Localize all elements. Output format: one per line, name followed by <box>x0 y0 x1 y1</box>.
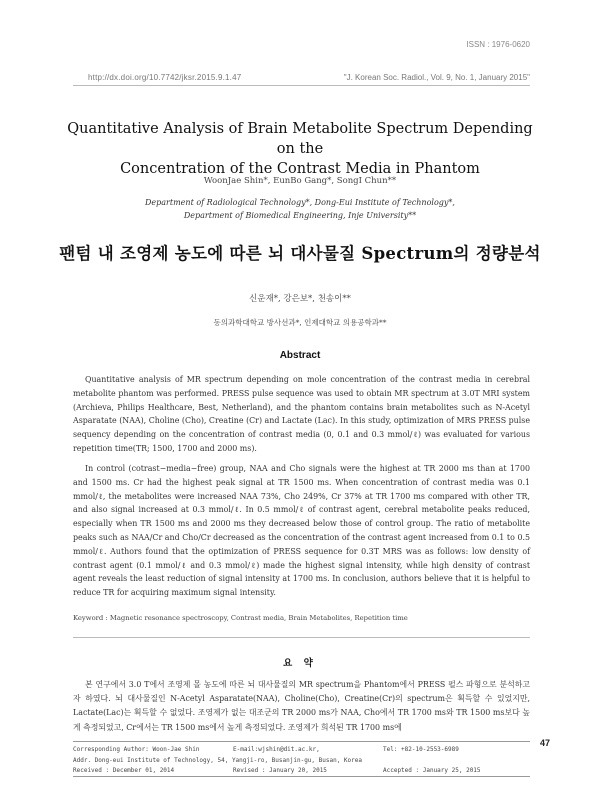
abstract-heading: Abstract <box>279 350 321 361</box>
correspondence-row <box>73 745 530 756</box>
english-affiliations <box>60 196 540 222</box>
accepted-date: Accepted : January 25, 2015 <box>383 767 481 774</box>
korean-title: 팬텀 내 조영제 농도에 따른 뇌 대사물질 Spectrum의 정량분석 <box>59 244 541 263</box>
author-address: Addr. Dong-eui Institute of Technology, 54, Yangji-ro, Busanjin-gu, Busan, Korea <box>73 756 362 764</box>
english-authors: WoonJae Shin*, EunBo Gang*, SongI Chun** <box>203 176 397 186</box>
address-row <box>73 756 530 767</box>
korean-authors: 신운재*, 강은보*, 천송이** <box>249 294 351 304</box>
english-title-line-1: Quantitative Analysis of Brain Metabolite Spectrum Depending on the <box>67 121 533 157</box>
journal-citation: "J. Korean Soc. Radiol., Vol. 9, No. 1, January 2015" <box>343 73 530 82</box>
affiliation-line-2: Department of Biomedical Engineering, Inje University** <box>183 211 417 220</box>
correspondence-box <box>73 741 530 777</box>
issn-label: ISSN : 1976-0620 <box>466 40 530 49</box>
received-date: Received : December 01, 2014 <box>73 767 175 774</box>
korean-affiliations: 동의과학대학교 방사선과*, 인제대학교 의용공학과** <box>213 318 387 327</box>
keywords: Keyword : Magnetic resonance spectroscopy, Contrast media, Brain Metabolites, Repetition time <box>73 614 408 622</box>
korean-summary-heading: 요 약 <box>283 658 317 669</box>
doi-link[interactable]: http://dx.doi.org/10.7742/jksr.2015.9.1.47 <box>88 73 242 82</box>
keyword-rule <box>73 637 530 638</box>
page-number: 47 <box>540 738 551 748</box>
abstract-paragraph-1: Quantitative analysis of MR spectrum depending on mole concentration of the contrast media in cerebral metabolite phantom was performed. PRESS pulse sequence was used to obtain MR spectrum at 3.0T MRI system (Archieva, Philips Healthcare, Best, Netherland), and the phantom contains brain metabolites such as N-Acetyl Asparatate (NAA), Choline (Cho), Creatine (Cr) and Lactate (Lac). In this study, optimization of MRS PRESS pulse sequency depending on the concentration of contrast media (0, 0.1 and 0.3 mmol/ℓ) was evaluated for various repetition time(TR; 1500, 1700 and 2000 ms). <box>73 375 530 453</box>
korean-summary-body: 본 연구에서 3.0 T에서 조영제 몰 농도에 따른 뇌 대사물질의 MR spectrum을 Phantom에서 PRESS 펄스 파형으로 분석하고자 하였다. 뇌 대사물질인 N-Acetyl Asparatate(NAA), Choline(Cho), Creatine(Cr)의 spectrum은 획득할 수 있었지만, Lactate(Lac)는 획득할 수 없었다. 조영제가 없는 대조군의 TR 2000 ms가 NAA, Cho에서 TR 1700 ms와 TR 1500 ms보다 높게 측정되었고, Cr에서는 TR 1500 ms에서 높게 측정되었다. 조영제가 희석된 TR 1700 ms에 <box>73 680 530 732</box>
author-email[interactable]: E-mail:wjshin@dit.ac.kr, <box>233 746 320 753</box>
abstract-paragraph-2: In control (cotrast−media−free) group, NAA and Cho signals were the highest at TR 2000 ms than at 1700 and 1500 ms. Cr had the highest peak signal at TR 1500 ms. When concentration of contrast media was 0.1 mmol/ℓ, the metabolites were increased NAA 73%, Cho 249%, Cr 37% at TR 1700 ms compared with other TR, and also signal increased at 0.3 mmol/ℓ. In 0.5 mmol/ℓ of contrast agent, cerebral metabolite peaks reduced, especially when TR 1500 ms and 2000 ms they decreased below those of control group. The ratio of metabolite peaks such as NAA/Cr and Cho/Cr decreased as the concentration of the contrast agent increased from 0.1 to 0.5 mmol/ℓ. Authors found that the optimization of PRESS sequence for 0.3T MRS was as follows: low density of contrast agent (0.1 mmol/ℓ and 0.3 mmol/ℓ) made the highest signal intensity, while high density of contrast agent reveals the least reduction of signal intensity at 1700 ms. In conclusion, authors believe that it is helpful to reduce TR for acquiring maximum signal intensity. <box>73 464 530 598</box>
english-title-line-2: Concentration of the Contrast Media in Phantom <box>120 161 480 177</box>
dates-row <box>73 766 530 777</box>
revised-date: Revised : January 20, 2015 <box>233 767 327 774</box>
english-title <box>60 119 540 179</box>
header-rule <box>73 85 530 86</box>
affiliation-line-1: Department of Radiological Technology*, Dong-Eui Institute of Technology*, <box>145 198 455 207</box>
corresponding-author: Corresponding Author: Woon-Jae Shin <box>73 746 200 753</box>
author-phone: Tel: +82-10-2553-6989 <box>383 746 459 753</box>
